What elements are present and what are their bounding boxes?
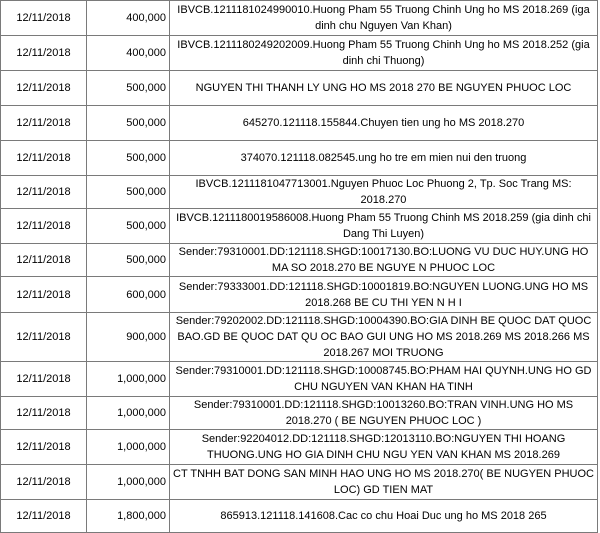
date-cell: 12/11/2018 [1,176,87,209]
table-row [1,36,598,71]
table-row [1,313,598,362]
amount-cell: 1,000,000 [87,362,170,397]
date-cell: 12/11/2018 [1,1,87,36]
date-cell: 12/11/2018 [1,313,87,362]
amount-cell: 1,000,000 [87,465,170,500]
table-row [1,141,598,176]
date-cell: 12/11/2018 [1,465,87,500]
amount-cell: 1,000,000 [87,430,170,465]
amount-cell: 500,000 [87,244,170,277]
date-cell: 12/11/2018 [1,362,87,397]
description-cell: IBVCB.1211181047713001.Nguyen Phuoc Loc Phuong 2, Tp. Soc Trang MS: 2018.270 [170,176,598,209]
amount-cell: 500,000 [87,141,170,176]
date-cell: 12/11/2018 [1,277,87,313]
description-cell: Sender:79310001.DD:121118.SHGD:10013260.BO:TRAN VINH.UNG HO MS 2018.270 ( BE NGUYEN PHUOC LOC ) [170,397,598,430]
date-cell: 12/11/2018 [1,71,87,106]
description-cell: 865913.121118.141608.Cac co chu Hoai Duc ung ho MS 2018 265 [170,500,598,533]
date-cell: 12/11/2018 [1,397,87,430]
description-cell: 374070.121118.082545.ung ho tre em mien nui den truong [170,141,598,176]
amount-cell: 600,000 [87,277,170,313]
date-cell: 12/11/2018 [1,430,87,465]
table-row [1,244,598,277]
table-row [1,362,598,397]
table-row [1,71,598,106]
description-cell: IBVCB.1211180019586008.Huong Pham 55 Truong Chinh MS 2018.259 (gia dinh chi Dang Thi Luyen) [170,209,598,244]
date-cell: 12/11/2018 [1,209,87,244]
table-row [1,500,598,533]
date-cell: 12/11/2018 [1,106,87,141]
amount-cell: 1,000,000 [87,397,170,430]
description-cell: Sender:79202002.DD:121118.SHGD:10004390.BO:GIA DINH BE QUOC DAT QUOC BAO.GD BE QUOC DAT QU OC BAO GUI UNG HO MS 2018.269 MS 2018.266 MS 2018.267 MOI TRUONG [170,313,598,362]
amount-cell: 400,000 [87,1,170,36]
description-cell: IBVCB.1211180249202009.Huong Pham 55 Truong Chinh Ung ho MS 2018.252 (gia dinh chi Thuong) [170,36,598,71]
description-cell: Sender:79310001.DD:121118.SHGD:10017130.BO:LUONG VU DUC HUY.UNG HO MA SO 2018.270 BE NGUYE N PHUOC LOC [170,244,598,277]
date-cell: 12/11/2018 [1,244,87,277]
table-row [1,1,598,36]
amount-cell: 900,000 [87,313,170,362]
description-cell: Sender:79310001.DD:121118.SHGD:10008745.BO:PHAM HAI QUYNH.UNG HO GD CHU NGUYEN VAN KHAN HA TINH [170,362,598,397]
date-cell: 12/11/2018 [1,141,87,176]
description-cell: IBVCB.1211181024990010.Huong Pham 55 Truong Chinh Ung ho MS 2018.269 (iga dinh chu Nguyen Van Khan) [170,1,598,36]
amount-cell: 1,800,000 [87,500,170,533]
amount-cell: 500,000 [87,71,170,106]
table-row [1,397,598,430]
table-row [1,465,598,500]
table-row [1,106,598,141]
description-cell: Sender:92204012.DD:121118.SHGD:12013110.BO:NGUYEN THI HOANG THUONG.UNG HO GIA DINH CHU NGU YEN VAN KHAN MS 2018.269 [170,430,598,465]
description-cell: 645270.121118.155844.Chuyen tien ung ho MS 2018.270 [170,106,598,141]
table-row [1,277,598,313]
amount-cell: 500,000 [87,209,170,244]
date-cell: 12/11/2018 [1,500,87,533]
amount-cell: 500,000 [87,106,170,141]
date-cell: 12/11/2018 [1,36,87,71]
description-cell: CT TNHH BAT DONG SAN MINH HAO UNG HO MS 2018.270( BE NUGYEN PHUOC LOC) GD TIEN MAT [170,465,598,500]
table-row [1,176,598,209]
description-cell: Sender:79333001.DD:121118.SHGD:10001819.BO:NGUYEN LUONG.UNG HO MS 2018.268 BE CU THI YEN N H I [170,277,598,313]
table-row [1,430,598,465]
amount-cell: 400,000 [87,36,170,71]
amount-cell: 500,000 [87,176,170,209]
description-cell: NGUYEN THI THANH LY UNG HO MS 2018 270 BE NGUYEN PHUOC LOC [170,71,598,106]
table-row [1,209,598,244]
